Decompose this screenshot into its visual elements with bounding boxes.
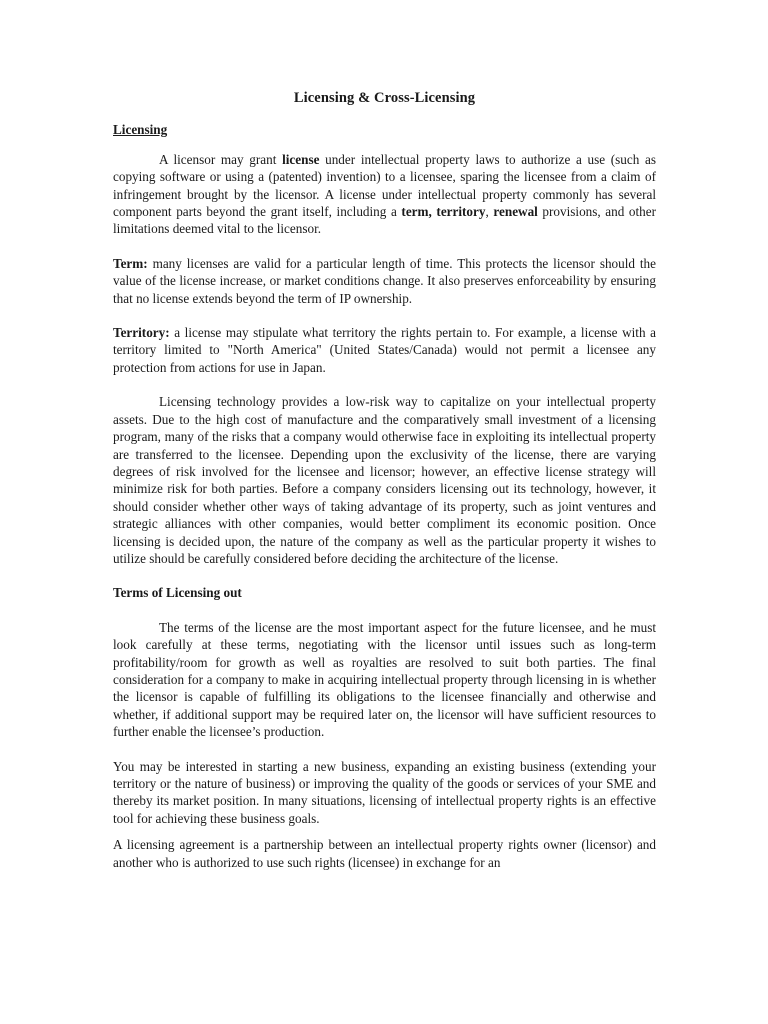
territory-text: a license may stipulate what territory the rights pertain to. For example, a license with a territory limited to "North America" (United States/Canada) would not permit a licensee any protection from actions for use in Japan. [113, 325, 656, 375]
bold-license: license [282, 151, 320, 167]
paragraph-term [113, 255, 656, 307]
text: A licensor may grant [159, 151, 283, 167]
paragraph-territory [113, 324, 656, 376]
paragraph-terms: The terms of the license are the most important aspect for the future licensee, and he must look carefully at these terms, negotiating with the licensor until issues such as long-term profitability/room for growth as well as royalties are resolved to suit both parties. The final consideration for a company to make in acquiring intellectual property through licensing in is whether the licensor is capable of fulfilling its obligations to the licensee financially and otherwise and whether, if additional support may be required later on, the licensor will have sufficient resources to further enable the licensee’s production. [113, 619, 656, 740]
paragraph-licensing-technology: Licensing technology provides a low-risk way to capitalize on your intellectual property assets. Due to the high cost of manufacture and the comparatively small investment of a licensing program, many of the risks that a company would otherwise face in exploiting its intellectual property are transferred to the licensee. Depending upon the exclusivity of the license, there are varying degrees of risk involved for the licensee and licensor; however, an effective license strategy will minimize risk for both parties. Before a company considers licensing out its technology, however, it should consider whether other ways of taking advantage of its property, such as joint ventures and strategic alliances with other companies, would better compliment its economic position. Once licensing is decided upon, the nature of the company as well as the particular property it wishes to utilize should be carefully considered before deciding the architecture of the license. [113, 394, 656, 566]
heading-terms-of-licensing-out: Terms of Licensing out [113, 585, 242, 601]
document-title: Licensing & Cross-Licensing [293, 90, 476, 106]
heading-licensing: Licensing [113, 122, 168, 138]
paragraph-license-intro [113, 151, 656, 238]
text: provisions, and other limitations deemed vital to the licensor. [113, 204, 657, 237]
bold-territory: territory [436, 204, 486, 220]
text: under intellectual property laws to authorize a use (such as copying software or using a (patented) invention) to a licensee, sparing the licensee from a claim of infringement brought by the licensor. A license under intellectual property commonly has several component parts beyond the grant itself, including a [113, 151, 657, 220]
territory-label: Territory: [113, 325, 170, 341]
bold-term: term, [401, 204, 432, 220]
term-text: many licenses are valid for a particular length of time. This protects the licensor should the value of the license increase, or market conditions change. It also preserves enforceability by ensuring that no license extends beyond the term of IP ownership. [113, 255, 656, 306]
text: , [485, 204, 494, 220]
paragraph-agreement: A licensing agreement is a partnership between an intellectual property rights owner (licensor) and another who is authorized to use such rights (licensee) in exchange for an [113, 837, 656, 870]
document-page [113, 90, 656, 888]
paragraph-interested: You may be interested in starting a new business, expanding an existing business (extending your territory or the nature of business) or improving the quality of the goods or services of your SME and thereby its market position. In many situations, licensing of intellectual property rights is an effective tool for achieving these business goals. [113, 758, 656, 826]
term-label: Term: [113, 255, 148, 271]
bold-renewal: renewal [493, 204, 538, 220]
